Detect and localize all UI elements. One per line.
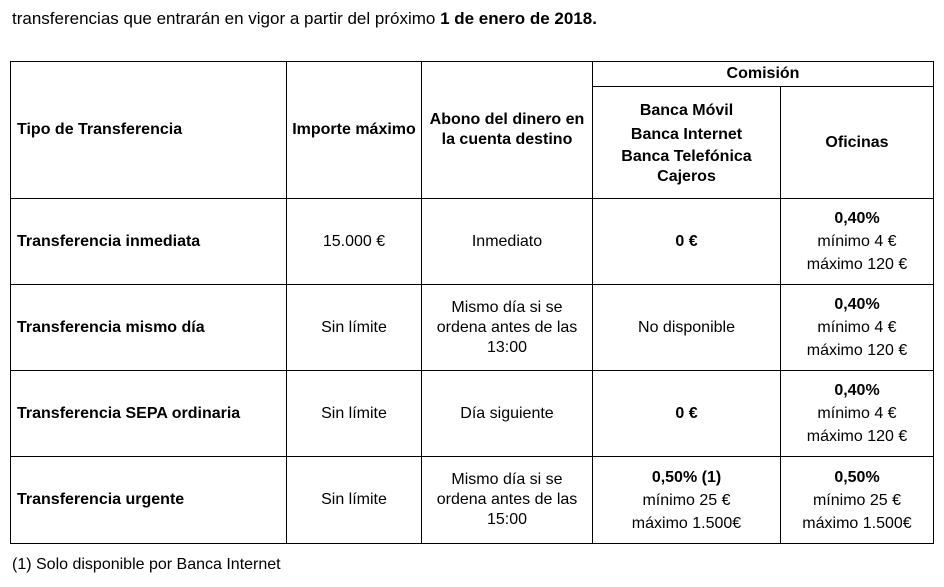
oficinas-min: mínimo 4 € xyxy=(817,405,897,422)
oficinas-max: máximo 120 € xyxy=(806,428,908,445)
canales-min: mínimo 25 € xyxy=(642,491,731,509)
table-row xyxy=(11,457,934,544)
oficinas-min: mínimo 25 € xyxy=(812,491,902,509)
oficinas-min: mínimo 4 € xyxy=(817,233,897,250)
canales-rate: 0,50% (1) xyxy=(651,468,722,486)
row-importe: Sin límite xyxy=(287,371,422,457)
row-tipo: Transferencia SEPA ordinaria xyxy=(11,371,287,457)
table-row xyxy=(11,199,934,285)
row-importe: Sin límite xyxy=(287,457,422,544)
row-tipo: Transferencia mismo día xyxy=(11,285,287,371)
oficinas-max: máximo 120 € xyxy=(806,342,908,359)
row-abono: Día siguiente xyxy=(422,371,593,457)
header-comision: Comisión xyxy=(593,62,934,87)
oficinas-rate: 0,40% xyxy=(834,210,880,227)
row-importe: 15.000 € xyxy=(287,199,422,285)
oficinas-min: mínimo 4 € xyxy=(817,319,897,336)
row-abono: Mismo día si se ordena antes de las 13:00 xyxy=(422,285,593,371)
row-tipo: Transferencia inmediata xyxy=(11,199,287,285)
row-canales xyxy=(593,457,781,544)
row-importe: Sin límite xyxy=(287,285,422,371)
row-oficinas xyxy=(781,199,934,285)
intro-date: 1 de enero de 2018. xyxy=(440,9,597,28)
header-tipo: Tipo de Transferencia xyxy=(11,62,287,199)
fees-table xyxy=(10,61,934,544)
header-row-top xyxy=(11,62,934,87)
intro-lead: transferencias que entrarán en vigor a partir del próximo xyxy=(12,9,441,28)
oficinas-max: máximo 120 € xyxy=(806,256,908,273)
header-canal: Banca Internet xyxy=(630,125,743,143)
row-canales: 0 € xyxy=(593,371,781,457)
row-oficinas xyxy=(781,285,934,371)
table-row xyxy=(11,371,934,457)
oficinas-rate: 0,40% xyxy=(834,296,880,313)
row-canales: 0 € xyxy=(593,199,781,285)
header-abono: Abono del dinero en la cuenta destino xyxy=(422,62,593,199)
row-tipo: Transferencia urgente xyxy=(11,457,287,544)
header-importe: Importe máximo xyxy=(287,62,422,199)
footnote: (1) Solo disponible por Banca Internet xyxy=(12,556,281,573)
row-abono: Inmediato xyxy=(422,199,593,285)
row-abono: Mismo día si se ordena antes de las 15:00 xyxy=(422,457,593,544)
intro-text xyxy=(12,9,597,29)
canales-max: máximo 1.500€ xyxy=(631,514,742,532)
row-canales: No disponible xyxy=(593,285,781,371)
header-canales xyxy=(593,87,781,199)
header-canal: Banca Telefónica Cajeros xyxy=(621,147,752,185)
oficinas-max: máximo 1.500€ xyxy=(802,514,912,532)
table-row xyxy=(11,285,934,371)
row-oficinas xyxy=(781,457,934,544)
row-oficinas xyxy=(781,371,934,457)
oficinas-rate: 0,50% xyxy=(834,468,880,486)
header-oficinas: Oficinas xyxy=(781,87,934,199)
header-canal: Banca Móvil xyxy=(639,101,734,119)
oficinas-rate: 0,40% xyxy=(834,382,880,399)
